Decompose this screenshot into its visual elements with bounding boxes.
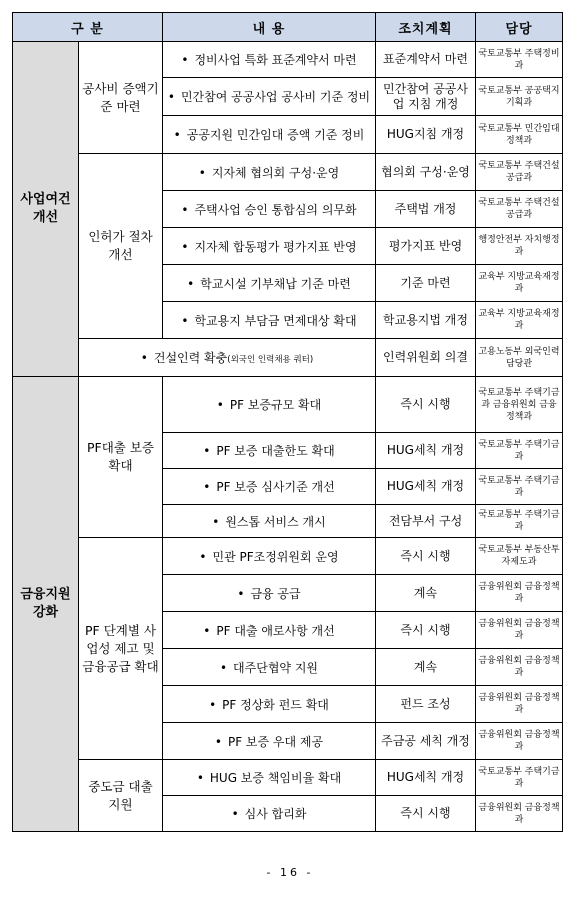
- group-name: 중도금 대출 지원: [79, 760, 163, 832]
- owner-cell: 국토교통부 주택정비과: [476, 42, 563, 78]
- plan-cell: 즉시 시행: [376, 538, 476, 575]
- group-name: 인허가 절차 개선: [79, 154, 163, 339]
- item-cell: • PF 대출 애로사항 개선: [163, 612, 376, 649]
- header-category: 구 분: [13, 13, 163, 42]
- owner-cell: 국토교통부 주택기금과: [476, 469, 563, 505]
- group-name: PF 단계별 사업성 제고 및 금융공급 확대: [79, 538, 163, 760]
- plan-cell: HUG세칙 개정: [376, 760, 476, 796]
- owner-cell: 금융위원회 금융정책과: [476, 649, 563, 686]
- item-cell: • 대주단협약 지원: [163, 649, 376, 686]
- owner-cell: 국토교통부 주택기금과: [476, 505, 563, 538]
- plan-cell: HUG세칙 개정: [376, 433, 476, 469]
- plan-cell: HUG세칙 개정: [376, 469, 476, 505]
- item-cell: • PF 정상화 펀드 확대: [163, 686, 376, 723]
- item-cell: • PF 보증 대출한도 확대: [163, 433, 376, 469]
- item-cell: • 공공지원 민간임대 증액 기준 정비: [163, 116, 376, 154]
- item-text: 건설인력 확충: [153, 351, 228, 365]
- plan-cell: HUG지침 개정: [376, 116, 476, 154]
- item-text: 금융 공급: [250, 586, 301, 601]
- item-text: 대주단협약 지원: [233, 660, 319, 675]
- plan-cell: 협의회 구성·운영: [376, 154, 476, 191]
- item-text: 민관 PF조정위원회 운영: [212, 549, 339, 564]
- owner-cell: 교육부 지방교육재정과: [476, 302, 563, 339]
- item-note: (외국인 인력채용 쿼터): [227, 355, 314, 365]
- plan-cell: 표준계약서 마련: [376, 42, 476, 78]
- owner-cell: 금융위원회 금융정책과: [476, 796, 563, 832]
- owner-cell: 국토교통부 주택기금과 금융위원회 금융정책과: [476, 377, 563, 433]
- plan-cell: 학교용지법 개정: [376, 302, 476, 339]
- owner-cell: 교육부 지방교육재정과: [476, 265, 563, 302]
- item-cell: • 건설인력 확충(외국인 인력채용 쿼터): [79, 339, 376, 377]
- item-cell: • 지자체 합동평가 평가지표 반영: [163, 228, 376, 265]
- table-header-row: [13, 13, 563, 42]
- table-row: [13, 538, 563, 575]
- plan-cell: 민간참여 공공사업 지침 개정: [376, 78, 476, 116]
- owner-cell: 고용노동부 외국인력담당관: [476, 339, 563, 377]
- item-text: 정비사업 특화 표준계약서 마련: [194, 53, 357, 67]
- section-title: 사업여건 개선: [13, 42, 79, 377]
- item-text: 심사 합리화: [244, 807, 307, 821]
- owner-cell: 국토교통부 주택건설공급과: [476, 154, 563, 191]
- item-cell: • 금융 공급: [163, 575, 376, 612]
- item-text: 민간참여 공공사업 공사비 기준 정비: [180, 90, 371, 104]
- table-row: [13, 154, 563, 191]
- item-text: PF 보증규모 확대: [229, 398, 322, 412]
- item-cell: • 학교용지 부담금 면제대상 확대: [163, 302, 376, 339]
- table-row: [13, 42, 563, 78]
- plan-cell: 전담부서 구성: [376, 505, 476, 538]
- owner-cell: 금융위원회 금융정책과: [476, 723, 563, 760]
- plan-cell: 즉시 시행: [376, 796, 476, 832]
- owner-cell: 금융위원회 금융정책과: [476, 612, 563, 649]
- plan-cell: 즉시 시행: [376, 377, 476, 433]
- plan-cell: 평가지표 반영: [376, 228, 476, 265]
- owner-cell: 행정안전부 자치행정과: [476, 228, 563, 265]
- item-cell: • 심사 합리화: [163, 796, 376, 832]
- item-cell: • 학교시설 기부채납 기준 마련: [163, 265, 376, 302]
- item-text: PF 보증 우대 제공: [227, 734, 324, 749]
- table-row: [13, 339, 563, 377]
- header-owner: 담당: [476, 13, 563, 42]
- item-text: 학교시설 기부채납 기준 마련: [200, 276, 351, 291]
- item-text: PF 보증 심사기준 개선: [216, 480, 335, 494]
- section-title: 금융지원 강화: [13, 377, 79, 832]
- item-cell: • HUG 보증 책임비율 확대: [163, 760, 376, 796]
- item-cell: • 정비사업 특화 표준계약서 마련: [163, 42, 376, 78]
- plan-cell: 즉시 시행: [376, 612, 476, 649]
- owner-cell: 국토교통부 공공택지기획과: [476, 78, 563, 116]
- item-cell: • 민관 PF조정위원회 운영: [163, 538, 376, 575]
- plan-cell: 주금공 세칙 개정: [376, 723, 476, 760]
- item-text: 지자체 합동평가 평가지표 반영: [194, 239, 357, 254]
- group-name: PF대출 보증 확대: [79, 377, 163, 538]
- plan-cell: 계속: [376, 649, 476, 686]
- table-row: [13, 377, 563, 433]
- owner-cell: 국토교통부 주택기금과: [476, 433, 563, 469]
- plan-cell: 계속: [376, 575, 476, 612]
- page-number: - 16 -: [266, 866, 314, 879]
- group-name: 공사비 증액기준 마련: [79, 42, 163, 154]
- item-text: 원스톱 서비스 개시: [225, 514, 326, 529]
- item-cell: • PF 보증 심사기준 개선: [163, 469, 376, 505]
- item-cell: • 원스톱 서비스 개시: [163, 505, 376, 538]
- item-text: 지자체 협의회 구성·운영: [211, 165, 340, 180]
- item-text: 주택사업 승인 통합심의 의무화: [194, 202, 357, 217]
- owner-cell: 국토교통부 부동산투자제도과: [476, 538, 563, 575]
- item-cell: • PF 보증규모 확대: [163, 377, 376, 433]
- item-cell: • 지자체 협의회 구성·운영: [163, 154, 376, 191]
- owner-cell: 금융위원회 금융정책과: [476, 575, 563, 612]
- item-cell: • PF 보증 우대 제공: [163, 723, 376, 760]
- item-text: PF 보증 대출한도 확대: [216, 444, 335, 458]
- owner-cell: 국토교통부 민간임대정책과: [476, 116, 563, 154]
- plan-cell: 기준 마련: [376, 265, 476, 302]
- item-cell: • 주택사업 승인 통합심의 의무화: [163, 191, 376, 228]
- item-text: PF 대출 애로사항 개선: [216, 623, 335, 638]
- owner-cell: 금융위원회 금융정책과: [476, 686, 563, 723]
- table-row: [13, 760, 563, 796]
- header-plan: 조치계획: [376, 13, 476, 42]
- item-text: 공공지원 민간임대 증액 기준 정비: [186, 128, 365, 142]
- policy-table: [12, 12, 563, 832]
- owner-cell: 국토교통부 주택기금과: [476, 760, 563, 796]
- plan-cell: 주택법 개정: [376, 191, 476, 228]
- plan-cell: 펀드 조성: [376, 686, 476, 723]
- item-cell: • 민간참여 공공사업 공사비 기준 정비: [163, 78, 376, 116]
- owner-cell: 국토교통부 주택건설공급과: [476, 191, 563, 228]
- plan-cell: 인력위원회 의결: [376, 339, 476, 377]
- item-text: PF 정상화 펀드 확대: [222, 697, 329, 712]
- item-text: 학교용지 부담금 면제대상 확대: [194, 313, 357, 328]
- header-content: 내 용: [163, 13, 376, 42]
- item-text: HUG 보증 책임비율 확대: [209, 771, 342, 785]
